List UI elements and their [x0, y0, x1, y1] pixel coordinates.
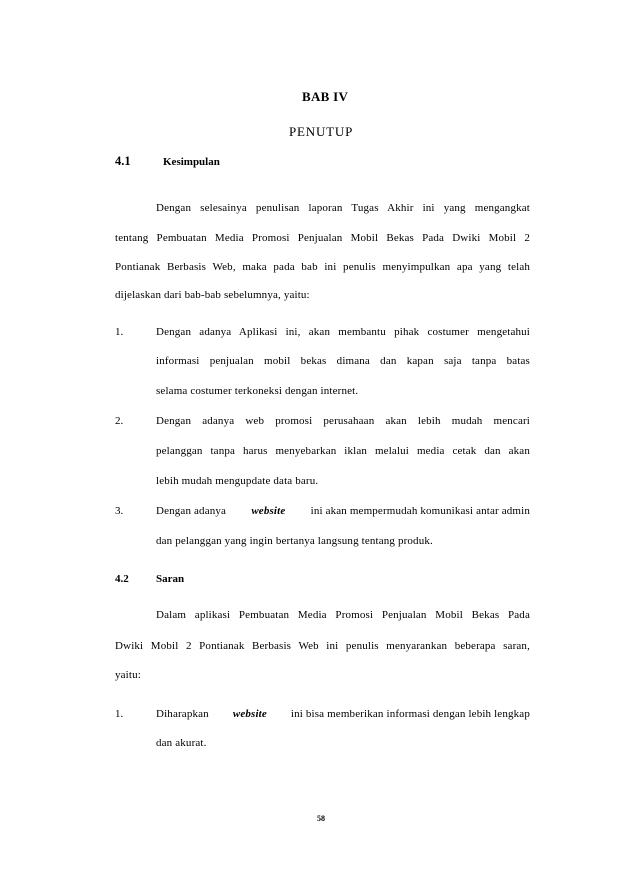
- chapter-title: PENUTUP: [289, 124, 354, 139]
- paragraph-line: Pontianak Berbasis Web, maka pada bab ini penulis menyimpulkan apa yang telah: [115, 261, 530, 273]
- list-number: 3.: [115, 505, 124, 517]
- paragraph-line: Dwiki Mobil 2 Pontianak Berbasis Web ini penulis menyarankan beberapa saran,: [115, 640, 530, 652]
- list-item-line: lebih mudah mengupdate data baru.: [156, 475, 319, 487]
- paragraph-line: yaitu:: [115, 669, 141, 681]
- list-number: 2.: [115, 415, 124, 427]
- text-run: ini bisa memberikan informasi dengan lebih lengkap: [290, 708, 530, 720]
- text-run: ini akan mempermudah komunikasi antar admin: [310, 505, 530, 517]
- section-title: Kesimpulan: [163, 156, 220, 168]
- paragraph-line: Dengan selesainya penulisan laporan Tugas Akhir ini yang mengangkat: [156, 202, 530, 214]
- section-title: Saran: [156, 573, 185, 585]
- emphasis-website: website: [232, 708, 267, 720]
- chapter-number: BAB IV: [302, 89, 349, 104]
- text-run: Diharapkan: [156, 708, 209, 720]
- section-number: 4.2: [115, 573, 129, 585]
- list-item-line: Dengan adanya web promosi perusahaan akan lebih mudah mencari: [156, 415, 530, 427]
- text-run: Dengan adanya: [156, 505, 227, 517]
- emphasis-website: website: [251, 505, 286, 517]
- list-number: 1.: [115, 708, 124, 720]
- list-item-line: dan akurat.: [156, 737, 207, 749]
- list-item-line: selama costumer terkoneksi dengan internet.: [156, 385, 359, 397]
- list-item-line: informasi penjualan mobil bekas dimana dan kapan saja tanpa batas: [156, 355, 530, 367]
- paragraph-line: Dalam aplikasi Pembuatan Media Promosi Penjualan Mobil Bekas Pada: [156, 609, 530, 621]
- list-item-line: [156, 708, 530, 720]
- paragraph-line: dijelaskan dari bab-bab sebelumnya, yaitu:: [115, 289, 310, 301]
- paragraph-line: tentang Pembuatan Media Promosi Penjualan Mobil Bekas Pada Dwiki Mobil 2: [115, 232, 530, 244]
- page-number: 58: [317, 814, 325, 823]
- section-number: 4.1: [115, 154, 131, 168]
- list-number: 1.: [115, 326, 124, 338]
- list-item-line: Dengan adanya Aplikasi ini, akan membantu pihak costumer mengetahui: [156, 326, 530, 338]
- list-item-line: pelanggan tanpa harus menyebarkan iklan melalui media cetak dan akan: [156, 445, 530, 457]
- list-item-line: [156, 505, 530, 517]
- list-item-line: dan pelanggan yang ingin bertanya langsung tentang produk.: [156, 535, 433, 547]
